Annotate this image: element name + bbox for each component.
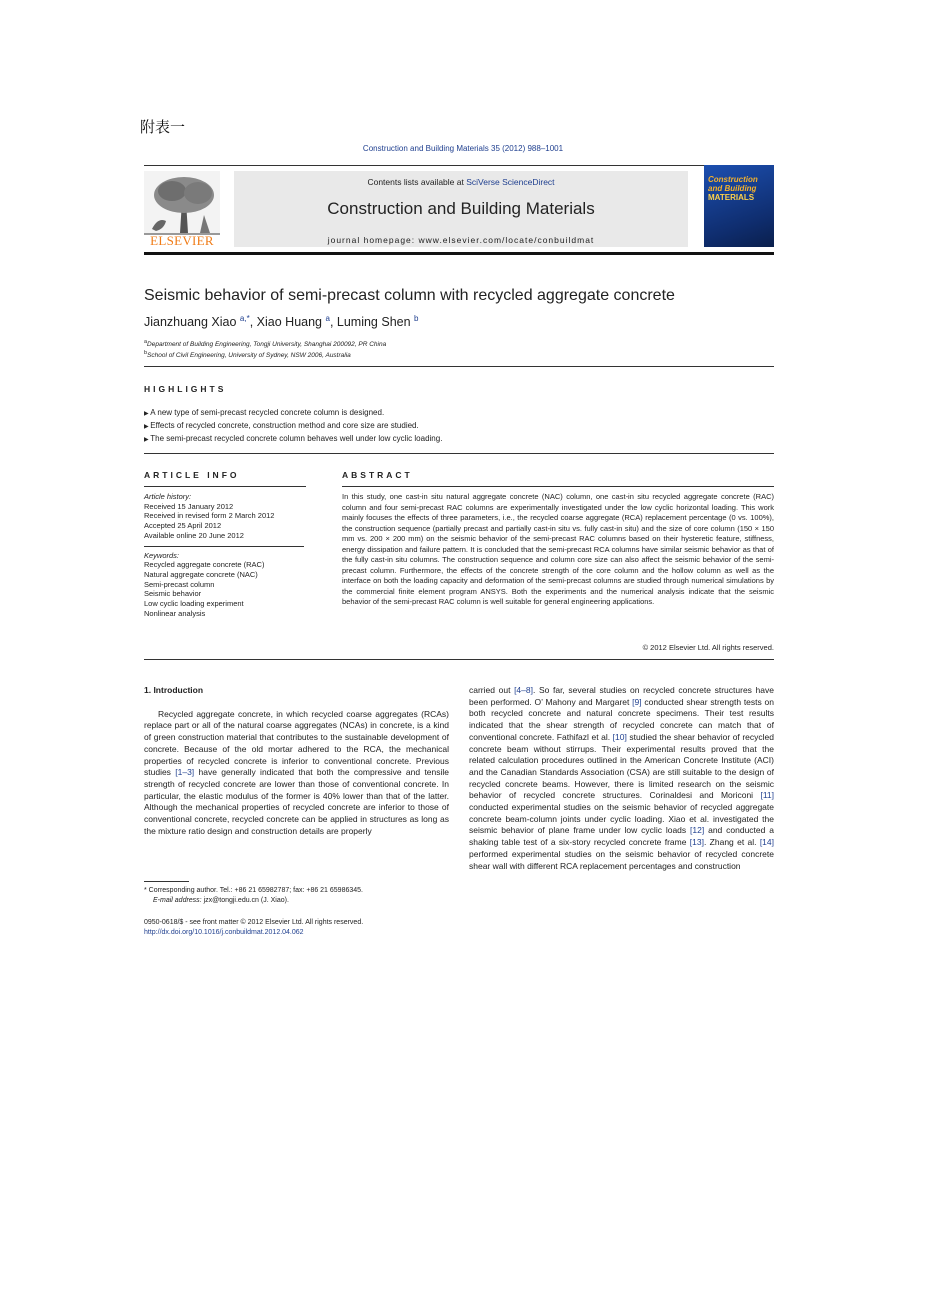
keywords-label: Keywords: — [144, 550, 180, 560]
author-affiliation-marker[interactable]: b — [414, 314, 419, 323]
author-affiliation-marker[interactable]: a,* — [239, 314, 250, 323]
header-bottom-rule — [144, 252, 774, 255]
article-info — [144, 492, 304, 618]
intro-text: carried out — [469, 685, 515, 695]
author-affiliation-marker[interactable]: a — [325, 314, 330, 323]
journal-header — [144, 165, 774, 257]
intro-text: performed experimental studies on the seismic behavior of recycled concrete shear wall with different RCA replacement percentages and construction — [469, 848, 774, 871]
author-name: Jianzhuang Xiao — [144, 315, 237, 330]
highlight-item: ▶ Effects of recycled concrete, construction method and core size are studied. — [144, 420, 442, 433]
journal-cover-image — [704, 165, 774, 247]
contents-line — [234, 177, 688, 187]
doi-link[interactable]: http://dx.doi.org/10.1016/j.conbuildmat.2012.04.062 — [144, 929, 304, 936]
author-name: Luming Shen — [336, 315, 411, 330]
intro-paragraph — [144, 709, 449, 838]
citation-link[interactable]: [9] — [632, 696, 642, 707]
intro-text: . Zhang et al. — [703, 837, 760, 848]
history-item: Received in revised form 2 March 2012 — [144, 511, 275, 521]
publisher-wordmark: ELSEVIER — [150, 233, 214, 248]
abstract-heading: ABSTRACT — [342, 470, 413, 480]
highlight-item: ▶ The semi-precast recycled concrete column behaves well under low cyclic loading. — [144, 433, 442, 446]
divider — [342, 486, 774, 487]
keyword-item: Seismic behavior — [144, 589, 202, 599]
intro-text: Recycled aggregate concrete, in which recycled coarse aggregates (RCAs) replace part or all of the natural coarse aggregates (NCAs) in concrete, is a kind of green construction material that contributes to the sustainable development of concrete. Because of the old mortar adhered to the RCA, the mechanical properties of recycled concrete is inferior to conventional concrete. Previous studies — [144, 708, 449, 778]
affiliation-marker: a — [144, 339, 148, 345]
journal-reference[interactable]: Construction and Building Materials 35 (2012) 988–1001 — [362, 144, 564, 153]
citation-link[interactable]: [14] — [759, 837, 774, 848]
affiliation-text: Department of Building Engineering, Tongji University, Shanghai 200092, PR China — [147, 341, 387, 349]
intro-text: conducted experimental studies on the seismic behavior of recycled aggregate concrete beam-column joints under cyclic loading. Xiao et al. investigated the seismic behavior of plane frame under low cyclic loads — [469, 802, 774, 836]
citation-link[interactable]: [11] — [760, 790, 774, 801]
email-address[interactable]: jzx@tongji.edu.cn (J. Xiao). — [201, 897, 289, 904]
intro-paragraph — [469, 685, 774, 872]
sciencedirect-link[interactable]: SciVerse ScienceDirect — [466, 177, 555, 187]
issn-line: 0950-0618/$ - see front matter © 2012 Elsevier Ltd. All rights reserved. — [144, 919, 364, 926]
corresponding-author: * Corresponding author. Tel.: +86 21 65982787; fax: +86 21 65986345. — [144, 887, 363, 894]
cover-line-2: and Building — [708, 184, 757, 193]
cover-line-3: MATERIALS — [708, 193, 755, 202]
citation-link[interactable]: [1–3] — [175, 767, 195, 778]
keyword-item: Natural aggregate concrete (NAC) — [144, 569, 258, 579]
page-label: 附表一 — [140, 118, 186, 136]
author-list: Jianzhuang Xiao $^{a,*}$, Xiao Huang $^a$, Luming Shen $^b$ — [144, 314, 419, 330]
keyword-item: Recycled aggregate concrete (RAC) — [144, 560, 265, 570]
keyword-item: Semi-precast column — [144, 579, 215, 589]
article-info-heading: ARTICLE INFO — [144, 470, 240, 480]
intro-heading: 1. Introduction — [144, 685, 204, 695]
citation-link[interactable]: [10] — [612, 731, 627, 742]
footnote-rule — [144, 881, 189, 882]
intro-text: conducted shear strength tests on both recycled concrete and natural concrete specimens. Their test results indicated that the shear strength of recycled concrete can match that of conventional concrete. Fathifazl et al. — [469, 696, 774, 742]
history-item: Received 15 January 2012 — [144, 501, 234, 511]
abstract-text: In this study, one cast-in situ natural aggregate concrete (NAC) column, one cast-in situ recycled aggregate concrete (RAC) column and four semi-precast RAC columns are experimentally investigated under the low cyclic horizontal loading. This work mainly focuses the effects of three parameters, i.e., the recycled coarse aggregate (RCA) replacement percentage (0 vs. 100%), the construction sequence (partially precast and partially cast-in situ vs. fully cast-in situ) and the size of core column (150 × 150 mm vs. 200 × 200 mm) on the seismic behavior of the semi-precast RAC columns based on their hysteretic feature, stiffness, energy dissipation and failure pattern. It is concluded that the semi-precast RCA columns have similar seismic behavior as that of the fully cast-in situ columns. The construction sequence and column core size can also affect the seismic behavior of the semi-precast column. Furthermore, the effects of the concrete strength of the core column and the hollow column as well as the interface on both the loading capacity and deformation of the semi-precast columns are studied through numerical simulations by the commercial finite element program ANSYS. Both the experiments and the numerical analysis indicate that the seismic behavior of the semi-precast RAC column is well suitable for general engineering applications. — [342, 492, 774, 606]
history-label: Article history: — [144, 492, 192, 501]
contents-prefix: Contents lists available at — [367, 177, 467, 187]
divider — [144, 453, 774, 454]
intro-text: studied the shear behavior of recycled concrete beam without stirrups. Their experimental results proved that the related calculation procedures outlined in the American Concrete Institute (ACI) and the Canadian Standards Association (CSA) are still suitable to the design of recycled concrete beams. However, there is limited research on the seismic behavior of recycled concrete structures. Corinaldesi and Moriconi — [469, 731, 774, 801]
journal-homepage[interactable]: journal homepage: www.elsevier.com/locate/conbuildmat — [327, 235, 595, 245]
intro-right-column — [469, 685, 774, 872]
divider — [144, 659, 774, 660]
affiliation-marker: b — [144, 350, 148, 357]
intro-left-column — [144, 685, 449, 837]
divider — [144, 486, 306, 487]
keyword-item: Low cyclic loading experiment — [144, 599, 244, 609]
footnote — [144, 886, 363, 906]
citation-link[interactable]: [12] — [690, 825, 705, 836]
intro-text: and conducted a shaking table test of a six-story recycled concrete frame — [469, 825, 774, 848]
copyright-notice: © 2012 Elsevier Ltd. All rights reserved. — [642, 643, 774, 652]
highlights-list — [144, 407, 442, 446]
header-top-rule — [144, 165, 774, 166]
email-label: E-mail address: — [153, 897, 202, 904]
intro-text: . So far, several studies on recycled concrete structures have been performed. O’ Mahony and Margaret — [469, 685, 774, 707]
citation-link[interactable]: [4–8] — [514, 685, 533, 695]
journal-title: Construction and Building Materials — [327, 199, 595, 218]
divider — [144, 366, 774, 367]
affiliations — [144, 338, 386, 360]
divider — [144, 546, 304, 547]
highlight-item: ▶ A new type of semi-precast recycled concrete column is designed. — [144, 407, 442, 420]
affiliation-text: School of Civil Engineering, University of Sydney, NSW 2006, Australia — [147, 352, 351, 360]
highlights-heading: HIGHLIGHTS — [144, 384, 227, 394]
history-item: Available online 20 June 2012 — [144, 530, 244, 540]
journal-banner — [234, 171, 688, 247]
history-item: Accepted 25 April 2012 — [144, 521, 222, 531]
article-title: Seismic behavior of semi-precast column with recycled aggregate concrete — [144, 287, 675, 304]
issn-block — [144, 918, 363, 938]
author-name: Xiao Huang — [256, 315, 322, 330]
cover-line-1: Construction — [708, 175, 758, 184]
keyword-item: Nonlinear analysis — [144, 608, 206, 618]
intro-text: have generally indicated that both the compressive and tensile strength of recycled concrete are lower than those of conventional concrete. In particular, the elastic modulus of the former is 40% lower than that of the latter. Although the mechanical properties of recycled concrete are inferior to those of conventional concrete, recycled concrete can be applied in structures as long as the mixture ratio design and construction details are properly — [144, 767, 450, 836]
citation-link[interactable]: [13] — [689, 837, 704, 848]
